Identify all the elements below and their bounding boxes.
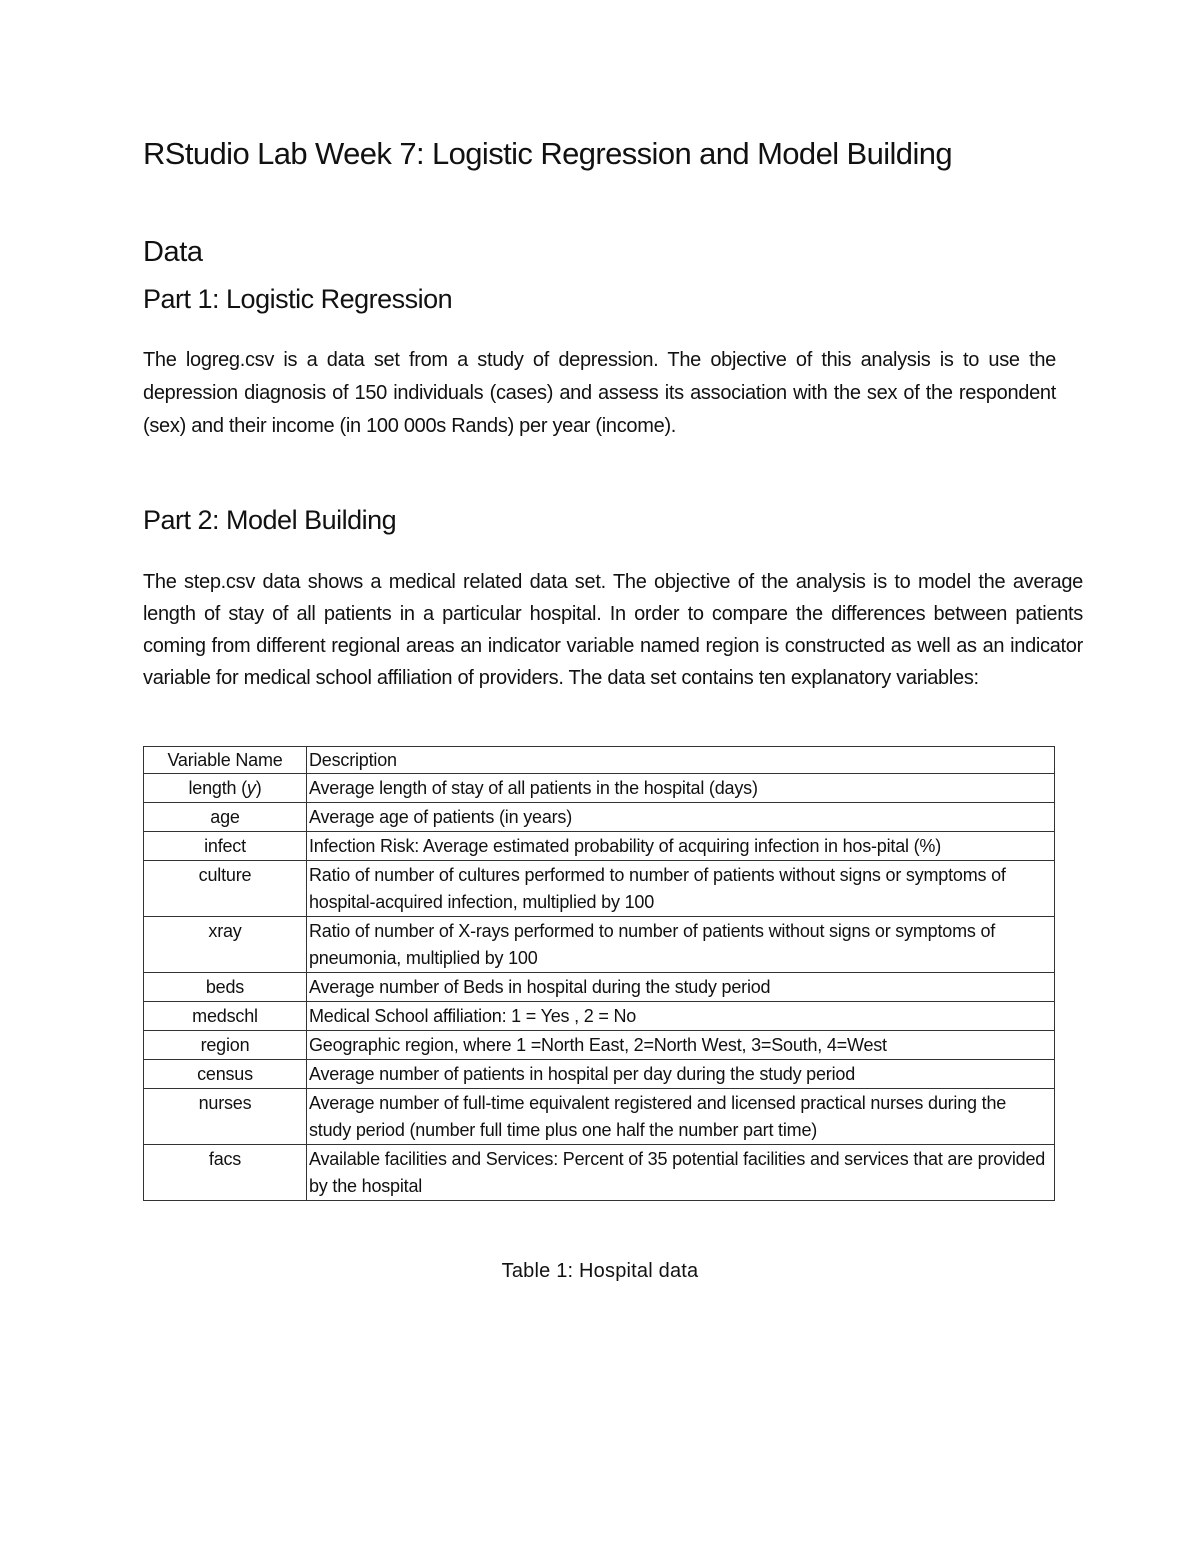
variable-name: census: [144, 1060, 307, 1089]
variable-name: beds: [144, 973, 307, 1002]
variable-description: Medical School affiliation: 1 = Yes , 2 = No: [307, 1002, 1055, 1031]
table-row: [144, 832, 1055, 861]
hospital-variables-table: [143, 746, 1055, 1201]
variable-description: Average number of full-time equivalent registered and licensed practical nurses during the study period (number full time plus one half the number part time): [307, 1089, 1055, 1145]
part1-paragraph: The logreg.csv is a data set from a study of depression. The objective of this analysis is to use the depression diagnosis of 150 individuals (cases) and assess its association with the sex of the respondent (sex) and their income (in 100 000s Rands) per year (income).: [143, 349, 1056, 437]
variable-description: Ratio of number of X-rays performed to number of patients without signs or symptoms of pneumonia, multiplied by 100: [307, 917, 1055, 973]
table-row: [144, 1089, 1055, 1145]
variable-description: Average age of patients (in years): [307, 803, 1055, 832]
table-row: [144, 774, 1055, 803]
variable-description: Average number of Beds in hospital during the study period: [307, 973, 1055, 1002]
table-row: [144, 1002, 1055, 1031]
table-row: [144, 1031, 1055, 1060]
variable-description: Infection Risk: Average estimated probability of acquiring infection in hos-pital (%): [307, 832, 1055, 861]
variable-description: Average length of stay of all patients in the hospital (days): [307, 774, 1055, 803]
table-row: [144, 1060, 1055, 1089]
table-caption: Table 1: Hospital data: [501, 1260, 699, 1282]
variable-name: length (y): [144, 774, 307, 803]
variable-description: Ratio of number of cultures performed to number of patients without signs or symptoms of hospital-acquired infection, multiplied by 100: [307, 861, 1055, 917]
variable-name: age: [144, 803, 307, 832]
part2-heading: Part 2: Model Building: [143, 505, 397, 535]
table-row: [144, 917, 1055, 973]
variable-name: region: [144, 1031, 307, 1060]
variable-name: culture: [144, 861, 307, 917]
table-header-row: [144, 747, 1055, 774]
section-heading-data: Data: [143, 236, 203, 268]
variable-name: nurses: [144, 1089, 307, 1145]
variable-name: infect: [144, 832, 307, 861]
variable-description: Average number of patients in hospital per day during the study period: [307, 1060, 1055, 1089]
part2-paragraph: The step.csv data shows a medical related data set. The objective of the analysis is to model the average length of stay of all patients in a particular hospital. In order to compare the differences between patients coming from different regional areas an indicator variable named region is constructed as well as an indicator variable for medical school affiliation of providers. The data set contains ten explanatory variables:: [143, 571, 1083, 689]
part1-heading: Part 1: Logistic Regression: [143, 284, 453, 314]
table-row: [144, 803, 1055, 832]
table-row: [144, 1145, 1055, 1201]
table-row: [144, 973, 1055, 1002]
document-title: RStudio Lab Week 7: Logistic Regression and Model Building: [143, 136, 953, 171]
header-variable-name: Variable Name: [144, 747, 307, 774]
variable-name-text: length: [188, 778, 237, 798]
variable-name-suffix: y: [246, 778, 256, 798]
table-row: [144, 861, 1055, 917]
header-description: Description: [307, 747, 1055, 774]
variable-name: xray: [144, 917, 307, 973]
variable-description: Available facilities and Services: Percent of 35 potential facilities and services that are provided by the hospital: [307, 1145, 1055, 1201]
variable-description: Geographic region, where 1 =North East, 2=North West, 3=South, 4=West: [307, 1031, 1055, 1060]
variable-name: facs: [144, 1145, 307, 1201]
variable-name: medschl: [144, 1002, 307, 1031]
